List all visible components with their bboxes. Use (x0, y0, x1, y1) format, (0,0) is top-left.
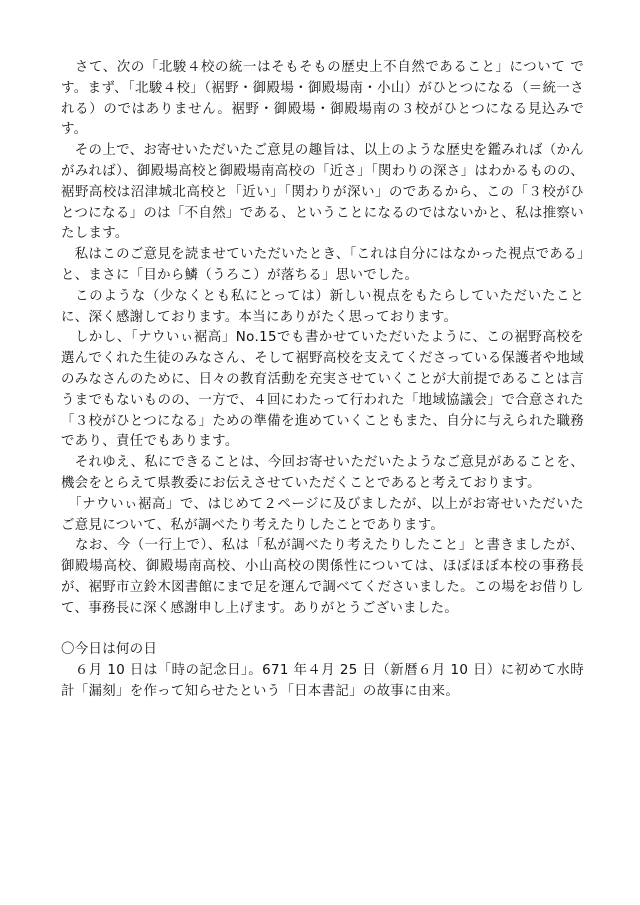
document-page (61, 58, 584, 703)
today-body: ６月 10 日は「時の記念日」。671 年４月 25 日（新暦６月 10 日）に初めて水時計「漏刻」を作って知らせたという「日本書記」の故事に由来。 (61, 663, 584, 699)
body-paragraph: 「ナウいぃ裾高」で、はじめて２ページに及びましたが、以上がお寄せいただいたご意見について、私が調べたり考えたりしたことであります。 (61, 496, 584, 533)
body-paragraph: なお、今（一行上で）、私は「私が調べたり考えたりしたこと」と書きましたが、御殿場高校、御殿場南高校、小山高校の関係性については、ほぼほぼ本校の事務長が、裾野市立鈴木図書館にまで足を運んで調べてくださいました。この場をお借りして、事務長に深く感謝申し上げます。ありがとうございました。 (61, 538, 584, 616)
today-heading: 〇今日は何の日 (61, 642, 158, 658)
body-paragraph: このような（少なくとも私にとっては）新しい視点をもたらしていただいたことに、深く感謝しております。本当にありがたく思っております。 (61, 288, 584, 325)
body-paragraph: その上で、お寄せいただいたご意見の趣旨は、以上のような歴史を鑑みれば（かんがみれば）、御殿場高校と御殿場南高校の「近さ」「関わりの深さ」はわかるものの、裾野高校は沼津城北高校と「近い」「関わりが深い」のであるから、この「３校がひとつになる」のは「不自然」である、ということになるのではないかと、私は推察いたします。 (61, 143, 584, 242)
paragraph-spacer (61, 620, 584, 641)
body-paragraph: 私はこのご意見を読ませていただいたとき、「これは自分にはなかった視点である」と、まさに「目から鱗（うろこ）が落ちる」思いでした。 (61, 247, 584, 283)
body-paragraph: しかし、「ナウいぃ裾高」No.15でも書かせていただいたように、この裾野高校を選んでくれた生徒のみなさん、そして裾野高校を支えてくださっている保護者や地域のみなさんのために、日々の教育活動を充実させていくことが大前提であることは言うまでもないものの、一方で、４回にわたって行われた「地域協議会」で合意された「３校がひとつになる」ための準備を進めていくこともまた、自分に与えられた職務であり、責任でもあります。 (61, 330, 584, 450)
body-paragraph: それゆえ、私にできることは、今回お寄せいただいたようなご意見があることを、機会をとらえて県教委にお伝えさせていただくことであると考えております。 (61, 455, 584, 491)
body-paragraph: さて、次の「北駿４校の統一はそもそもの歴史上不自然であること」について です。まず、「北駿４校」（裾野・御殿場・御殿場南・小山）がひとつになる（＝統一される）のではありません。裾野・御殿場・御殿場南の３校がひとつになる見込みです。 (61, 60, 584, 138)
